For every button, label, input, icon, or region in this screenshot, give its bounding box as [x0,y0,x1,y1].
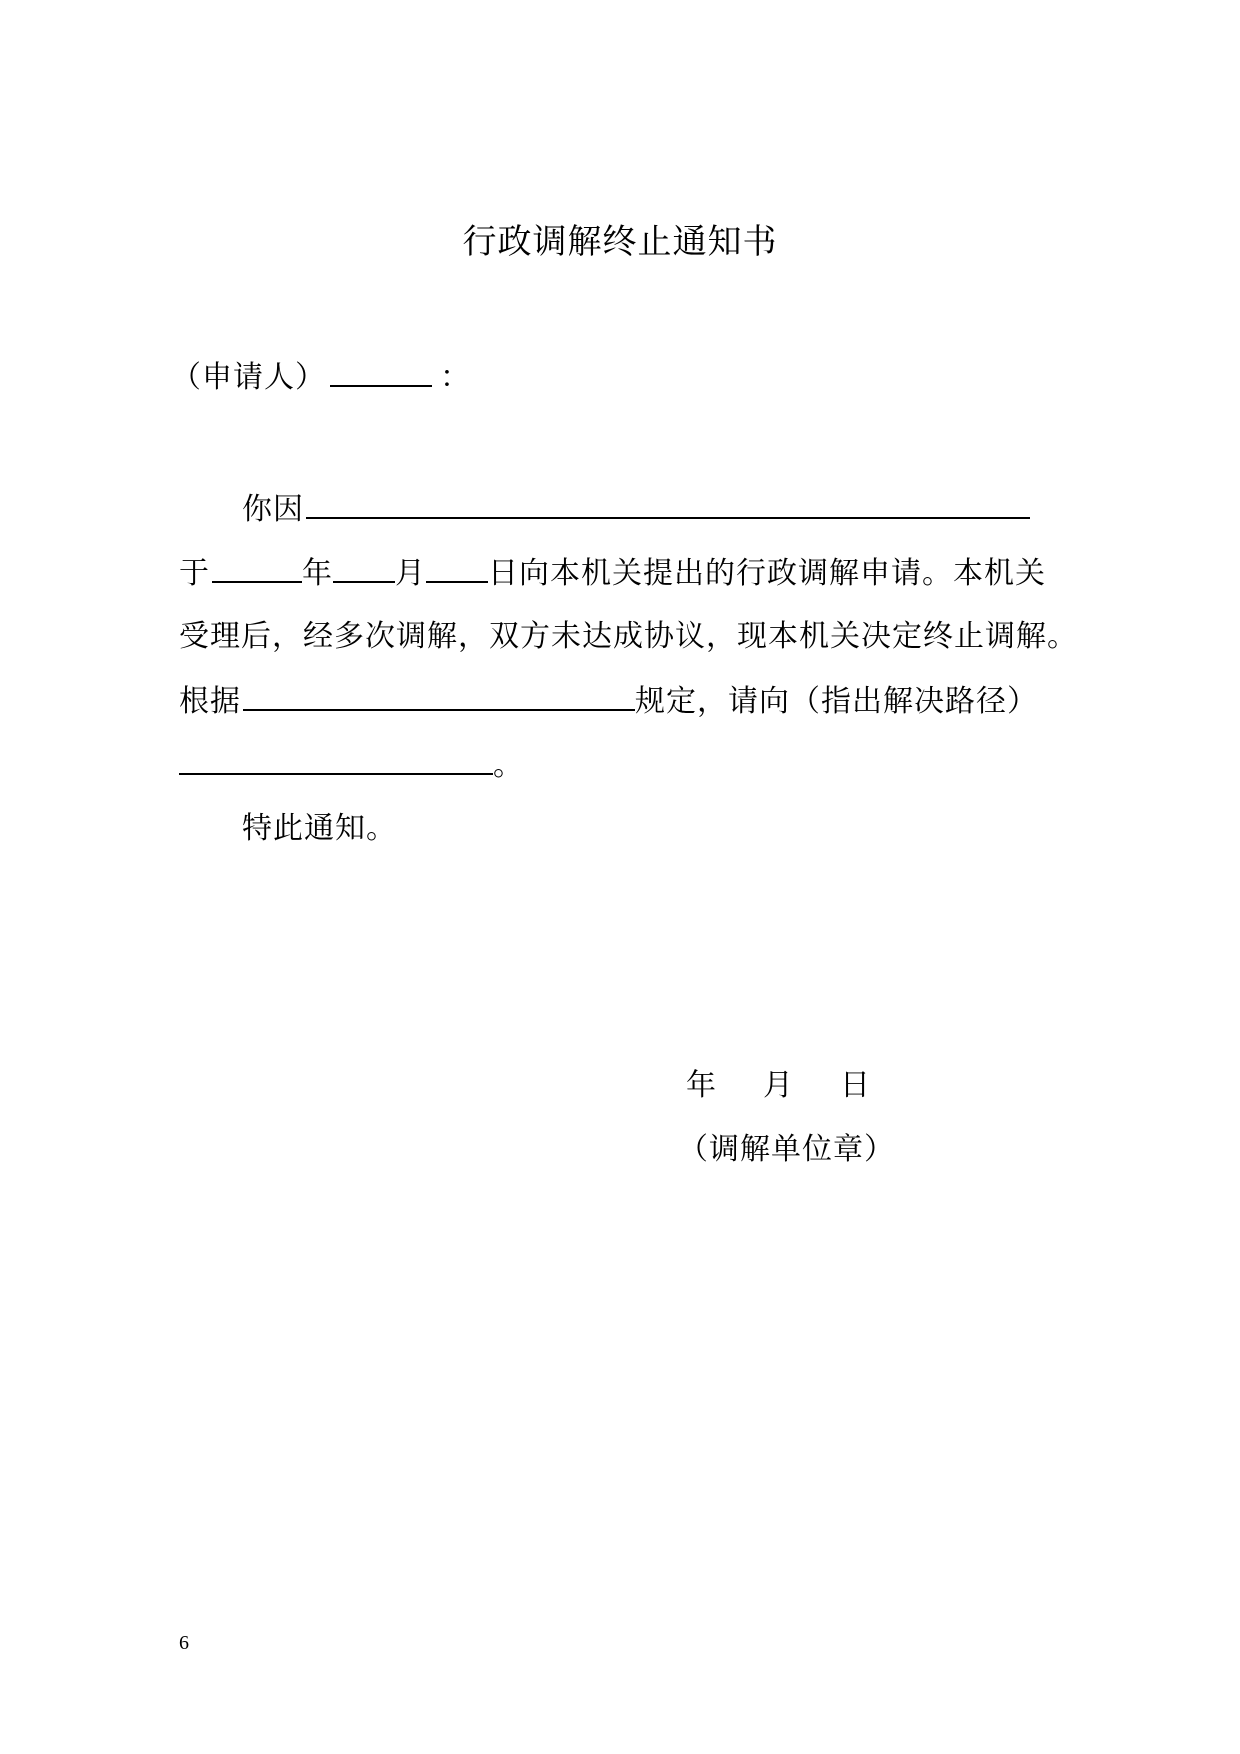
year-blank[interactable] [212,553,302,583]
body-line-4 [179,681,1038,722]
closing-line [242,809,397,849]
basis-label: 根据 [179,684,241,719]
basis-blank[interactable] [243,681,635,711]
body-line-3 [179,617,1078,657]
salutation-line [171,357,471,398]
signature-date [686,1066,871,1106]
reason-label: 你因 [242,492,304,527]
basis-suffix: 规定，请向（指出解决路径） [635,684,1038,719]
closing-text: 特此通知。 [242,811,397,846]
applicant-blank[interactable] [330,357,432,387]
year-label: 年 [302,556,333,591]
reason-blank[interactable] [306,489,1030,519]
page-number: 6 [179,1632,189,1654]
document-title: 行政调解终止通知书 [462,222,778,262]
body-line-2 [179,553,1046,594]
applicant-label: （申请人） [171,360,326,395]
resolution-blank[interactable] [179,745,493,775]
day-blank[interactable] [426,553,488,583]
signature-day: 日 [840,1068,871,1103]
resolution-period: 。 [493,748,524,783]
seal-line [678,1130,895,1170]
request-text: 日向本机关提出的行政调解申请。本机关 [488,556,1046,591]
date-prefix: 于 [179,556,210,591]
body-line-5 [179,745,524,786]
body-line-1 [242,489,1030,530]
signature-month: 月 [763,1068,794,1103]
salutation-colon: ： [440,360,471,395]
month-label: 月 [395,556,426,591]
signature-year: 年 [686,1068,717,1103]
mediation-text: 受理后，经多次调解，双方未达成协议，现本机关决定终止调解。 [179,619,1078,654]
month-blank[interactable] [333,553,395,583]
seal-text: （调解单位章） [678,1132,895,1167]
